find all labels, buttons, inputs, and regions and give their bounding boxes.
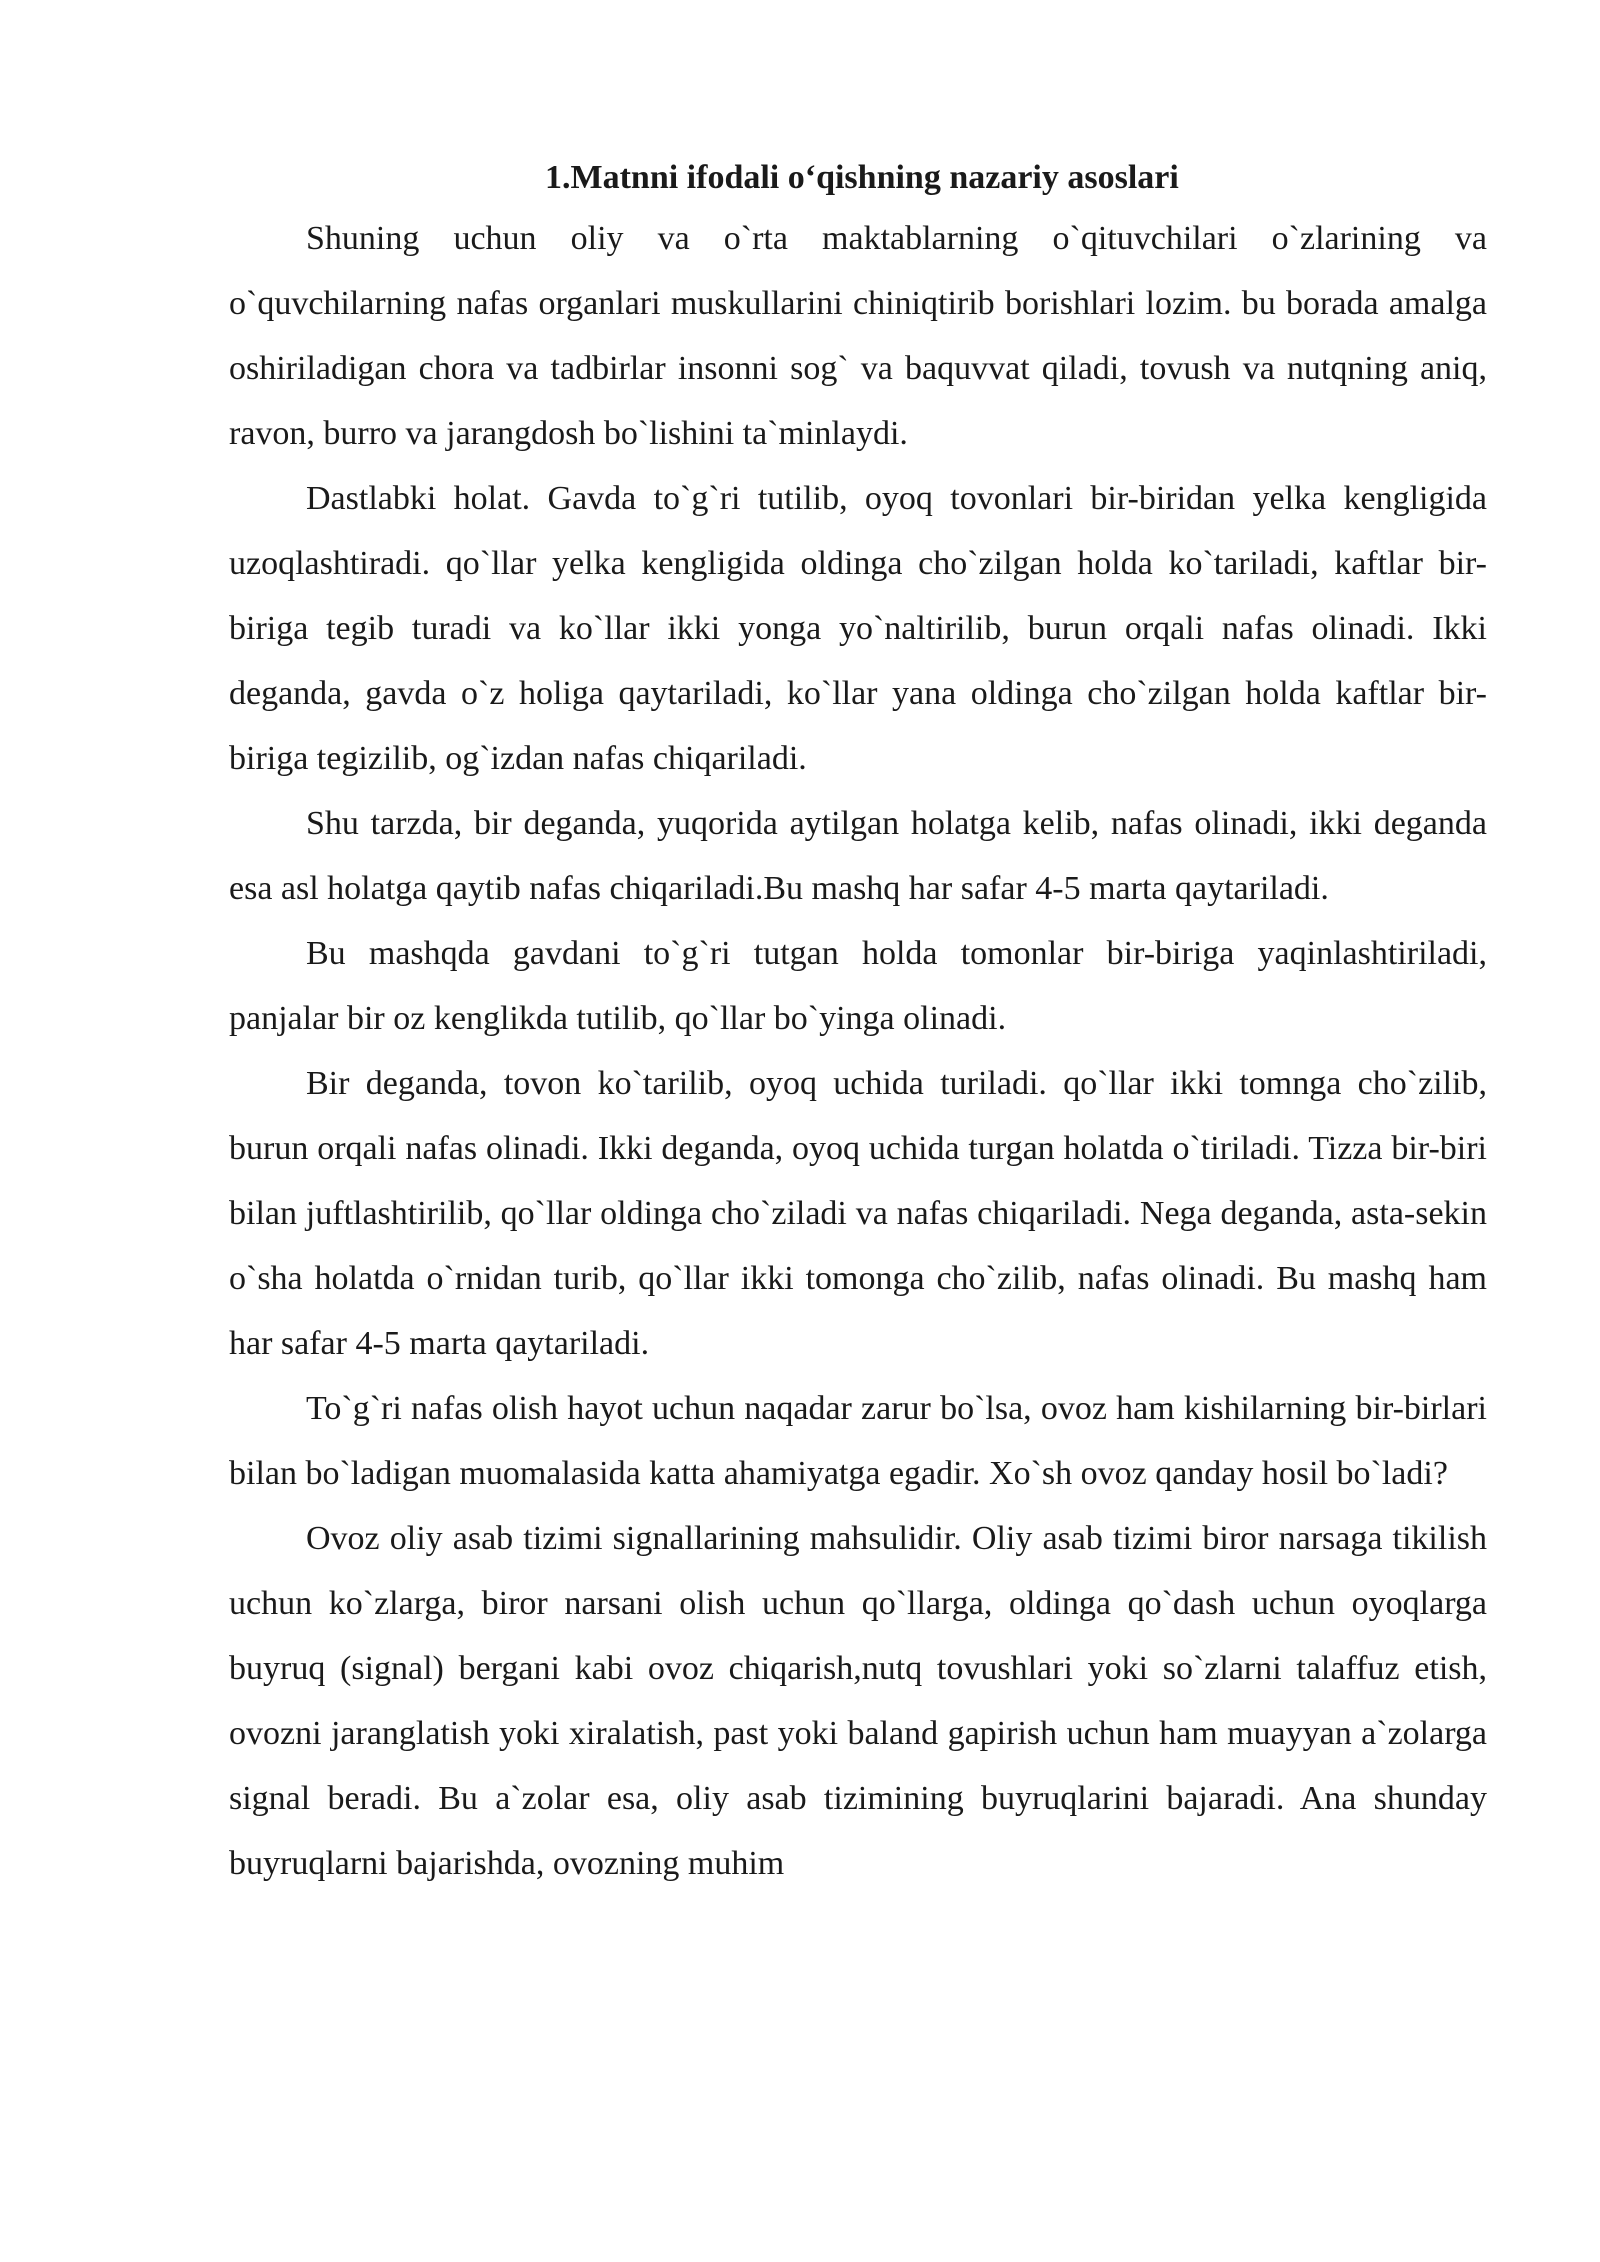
section-title: 1.Matnni ifodali o‘qishning nazariy asoslari [545, 159, 1179, 196]
paragraph-1: Shuning uchun oliy va o`rta maktablarning o`qituvchilari o`zlarining va o`quvchilarning nafas organlari muskullarini chiniqtirib borishlari lozim. bu borada amalga oshiriladigan chora va tadbirlar insonni sog` va baquvvat qiladi, tovush va nutqning aniq, ravon, burro va jarangdosh bo`lishini ta`minlaydi. [229, 220, 1487, 452]
document-body [229, 150, 1487, 1896]
paragraph-2: Dastlabki holat. Gavda to`g`ri tutilib, oyoq tovonlari bir-biridan yelka kengligida uzoqlashtiradi. qo`llar yelka kengligida oldinga cho`zilgan holda ko`tariladi, kaftlar bir-biriga tegib turadi va ko`llar ikki yonga yo`naltirilib, burun orqali nafas olinadi. Ikki deganda, gavda o`z holiga qaytariladi, ko`llar yana oldinga cho`zilgan holda kaftlar bir-biriga tegizilib, og`izdan nafas chiqariladi. [229, 480, 1487, 777]
paragraph-4: Bu mashqda gavdani to`g`ri tutgan holda tomonlar bir-biriga yaqinlashtiriladi, panjalar bir oz kenglikda tutilib, qo`llar bo`yinga olinadi. [229, 935, 1487, 1037]
paragraph-3: Shu tarzda, bir deganda, yuqorida aytilgan holatga kelib, nafas olinadi, ikki deganda esa asl holatga qaytib nafas chiqariladi.Bu mashq har safar 4-5 marta qaytariladi. [229, 805, 1487, 907]
paragraph-5: Bir deganda, tovon ko`tarilib, oyoq uchida turiladi. qo`llar ikki tomnga cho`zilib, burun orqali nafas olinadi. Ikki deganda, oyoq uchida turgan holatda o`tiriladi. Tizza bir-biri bilan juftlashtirilib, qo`llar oldinga cho`ziladi va nafas chiqariladi. Nega deganda, asta-sekin o`sha holatda o`rnidan turib, qo`llar ikki tomonga cho`zilib, nafas olinadi. Bu mashq ham har safar 4-5 marta qaytariladi. [229, 1065, 1487, 1362]
paragraph-6: To`g`ri nafas olish hayot uchun naqadar zarur bo`lsa, ovoz ham kishilarning bir-birlari bilan bo`ladigan muomalasida katta ahamiyatga egadir. Xo`sh ovoz qanday hosil bo`ladi? [229, 1390, 1487, 1492]
paragraph-7: Ovoz oliy asab tizimi signallarining mahsulidir. Oliy asab tizimi biror narsaga tikilish uchun ko`zlarga, biror narsani olish uchun qo`llarga, oldinga qo`dash uchun oyoqlarga buyruq (signal) bergani kabi ovoz chiqarish,nutq tovushlari yoki so`zlarni talaffuz etish, ovozni jaranglatish yoki xiralatish, past yoki baland gapirish uchun ham muayyan a`zolarga signal beradi. Bu a`zolar esa, oliy asab tizimining buyruqlarini bajaradi. Ana shunday buyruqlarni bajarishda, ovozning muhim [229, 1520, 1487, 1882]
